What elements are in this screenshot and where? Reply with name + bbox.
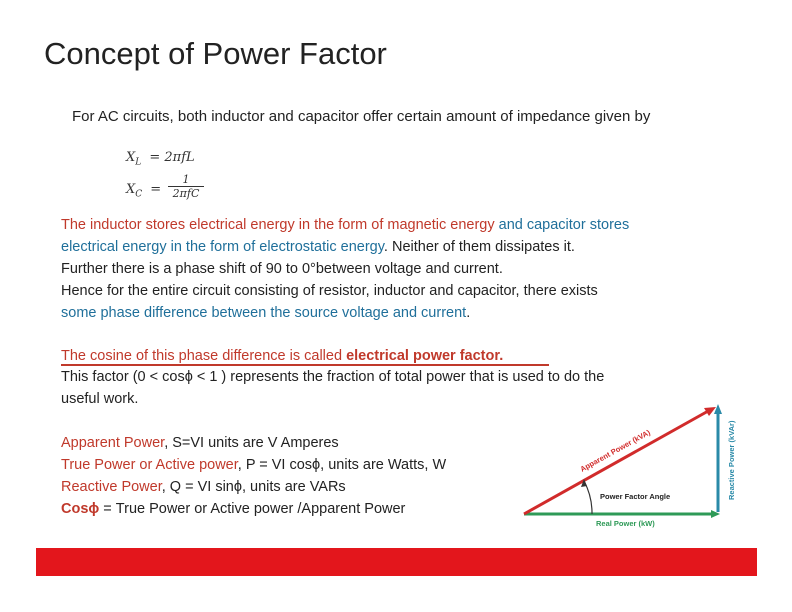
power-factor-term: electrical power factor. [346,348,504,364]
para1-line3: Further there is a phase shift of 90 to 0°between voltage and current. [61,261,503,277]
factor-line2: useful work. [61,391,139,407]
reactive-power-arrowhead [714,404,722,414]
true-power-label: True Power or Active power [61,457,238,473]
dissipates-text: . Neither of them dissipates it. [383,239,575,255]
xc-equals: = [150,182,162,197]
cos-phi-value: = True Power or Active power /Apparent Power [99,501,406,517]
phase-difference-text: some phase difference between the source voltage and current [61,305,467,321]
power-factor-definition [61,348,503,364]
electrostatic-text: electrical energy in the form of electrostatic energy [61,239,384,255]
para1-line4: Hence for the entire circuit consisting of resistor, inductor and capacitor, there exists [61,283,598,299]
reactive-power-line [61,480,346,495]
definition-underline [61,364,549,366]
real-power-diagram-label: Real Power (kW) [596,519,655,528]
xc-numerator: 1 [168,173,204,187]
apparent-power-diagram-label: Apparent Power (kVA) [578,427,652,474]
true-power-line [61,458,446,473]
xc-denominator: 2πfC [172,187,200,200]
inductor-energy-text: The inductor stores electrical energy in the form of magnetic energy [61,217,495,233]
para1-line1 [61,218,629,233]
cos-phi-label: Cosϕ [61,501,100,517]
xc-subscript: C [135,189,143,200]
xc-fraction [168,173,204,200]
power-factor-angle-label: Power Factor Angle [600,492,671,501]
factor-line1: This factor (0 < cosϕ < 1 ) represents the fraction of total power that is used to do the [61,369,605,385]
apparent-power-label: Apparent Power [61,435,165,451]
apparent-power-line [61,436,339,451]
xl-symbol: X [126,150,136,165]
capacitor-energy-text: and capacitor stores [494,217,630,233]
xl-formula: = 2πfL [149,150,195,165]
cos-phi-line [61,502,405,517]
footer-bar [36,548,757,576]
para1-line2 [61,240,575,255]
cosine-text: The cosine of this phase difference is called [61,348,347,364]
reactive-power-value: , Q = VI sinϕ, units are VARs [161,479,346,495]
xc-symbol: X [126,182,136,197]
para1-line5 [61,306,470,321]
power-triangle-diagram [520,400,745,528]
equation-xc [126,182,161,200]
period-text: . [466,305,471,321]
reactive-power-label: Reactive Power [61,479,162,495]
slide-title: Concept of Power Factor [44,36,387,71]
apparent-power-value: , S=VI units are V Amperes [164,435,339,451]
intro-text: For AC circuits, both inductor and capacitor offer certain amount of impedance given by [72,108,651,125]
xl-subscript: L [135,157,142,168]
true-power-value: , P = VI cosϕ, units are Watts, W [237,457,447,473]
equation-xl [126,150,195,168]
reactive-power-diagram-label: Reactive Power (kVAr) [727,420,736,500]
